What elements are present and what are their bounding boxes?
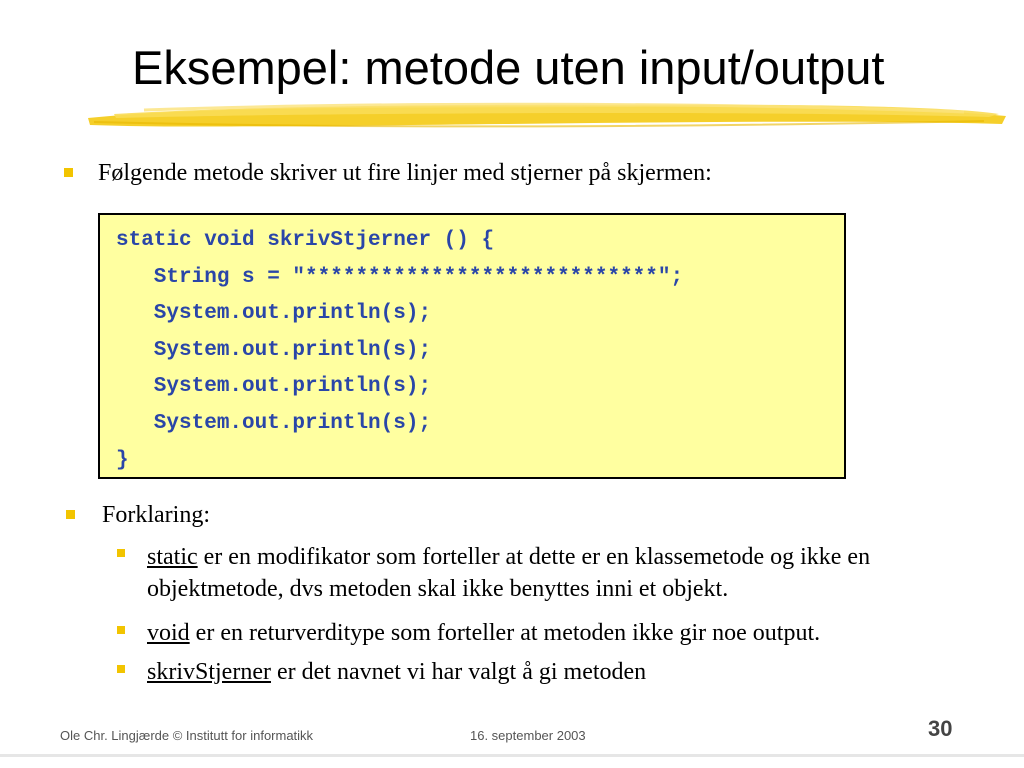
code-block <box>98 213 846 479</box>
explanation-heading: Forklaring: <box>102 502 210 528</box>
code-line: System.out.println(s); <box>116 411 432 435</box>
code-line: String s = "****************************"; <box>116 265 684 289</box>
sub-bullet-marker <box>117 549 125 557</box>
keyword-static: static <box>147 544 198 570</box>
code-line: System.out.println(s); <box>116 338 432 362</box>
explanation-text: er en returverditype som forteller at metoden ikke gir noe output. <box>189 620 821 646</box>
explanation-item <box>147 541 967 605</box>
code-line: static void skrivStjerner () { <box>116 229 495 252</box>
bullet-marker <box>66 510 75 519</box>
footer-author: Ole Chr. Lingjærde © Institutt for informatikk <box>60 728 314 743</box>
sub-bullet-marker <box>117 665 125 673</box>
page-number: 30 <box>928 716 953 741</box>
explanation-text: er det navnet vi har valgt å gi metoden <box>270 659 647 685</box>
keyword-void: void <box>147 620 190 646</box>
explanation-text: er en modifikator som forteller at dette er en klassemetode og ikke en objektmetode, dvs metoden skal ikke benyttes inni et objekt. <box>147 544 871 602</box>
keyword-skrivstjerner: skrivStjerner <box>147 659 271 685</box>
footer-divider <box>0 754 1024 757</box>
code-line: System.out.println(s); <box>116 302 432 326</box>
sub-bullet-marker <box>117 626 125 634</box>
explanation-item <box>147 656 967 688</box>
title-underline-brushstroke <box>84 98 1010 134</box>
footer-date: 16. september 2003 <box>470 728 586 743</box>
slide-title: Eksempel: metode uten input/output <box>132 41 885 94</box>
code-line: System.out.println(s); <box>116 375 432 399</box>
explanation-item <box>147 617 967 649</box>
intro-text: Følgende metode skriver ut fire linjer med stjerner på skjermen: <box>98 160 712 186</box>
code-line: } <box>116 448 129 472</box>
bullet-marker <box>64 168 73 177</box>
